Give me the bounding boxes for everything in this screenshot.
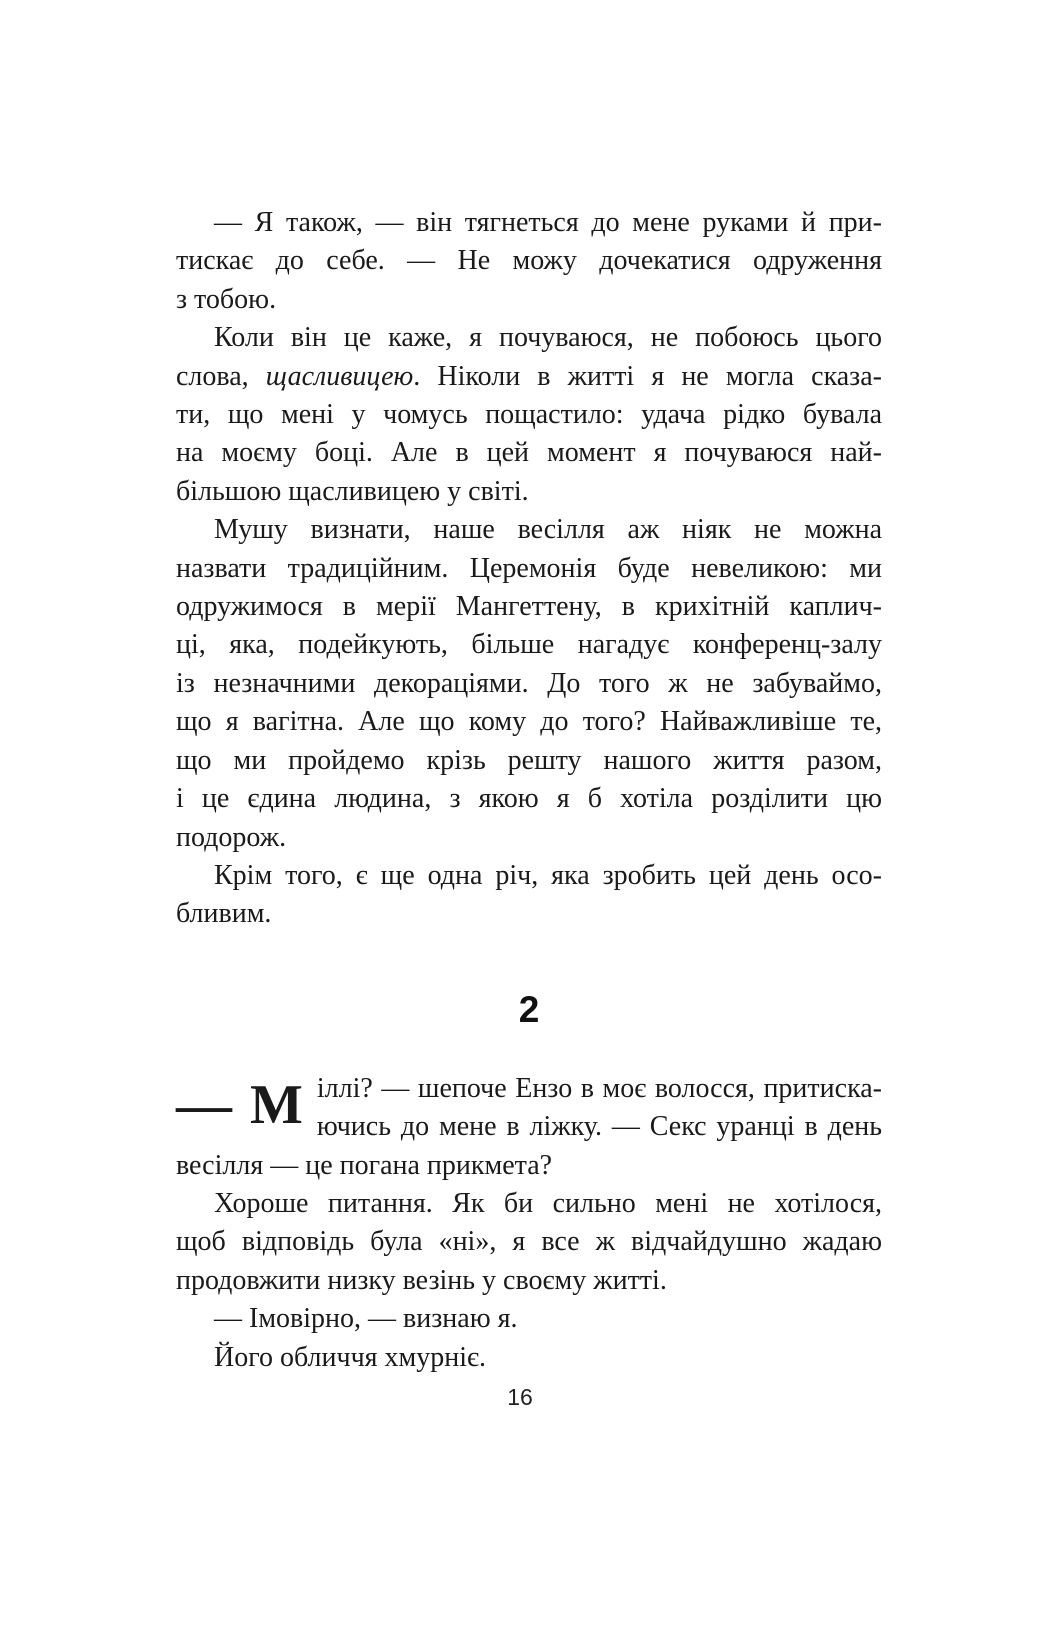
text-segment: із незначними декораціями. До того ж не забуваймо,: [176, 667, 882, 699]
text-line: [176, 281, 882, 319]
text-segment: ти, що мені у чомусь пощастило: удача рідко бувала: [176, 399, 882, 431]
page-number: 16: [507, 1384, 533, 1410]
text-segment: . Ніколи в житті я не могла сказа-: [413, 360, 882, 392]
text-line: [176, 1223, 882, 1261]
text-line: [176, 396, 882, 434]
paragraph: [176, 1185, 882, 1300]
drop-cap: — М: [176, 1073, 305, 1136]
text-segment: бливим.: [176, 898, 272, 930]
text-line: [176, 1147, 882, 1185]
text-segment: слова,: [176, 360, 266, 392]
text-segment: іллі? — шепоче Ензо в моє волосся, притиска-: [316, 1072, 882, 1104]
text-line: [176, 434, 882, 472]
text-body: [176, 204, 882, 1377]
text-segment: ючись до мене в ліжку. — Секс уранці в день: [316, 1111, 882, 1143]
text-line: [176, 1262, 882, 1300]
text-line: [176, 626, 882, 664]
text-segment: подорож.: [176, 821, 287, 853]
text-line: [176, 511, 882, 549]
text-line: [176, 550, 882, 588]
chapter-heading: 2: [518, 988, 540, 1030]
text-segment: щоб відповідь була «ні», я все ж відчайдушно жадаю: [176, 1226, 882, 1258]
paragraph: [176, 857, 882, 934]
text-segment: з тобою.: [176, 283, 277, 315]
text-line: [176, 319, 882, 357]
text-segment: весілля — це погана прикмета?: [176, 1149, 553, 1181]
text-segment: на моєму боці. Але в цей момент я почуваюся най-: [176, 437, 882, 469]
text-line: [176, 473, 882, 511]
text-line: [176, 819, 882, 857]
text-line: [176, 665, 882, 703]
text-line: [176, 742, 882, 780]
text-segment: продовжити низку везінь у своєму житті.: [176, 1264, 667, 1296]
text-line: [176, 242, 882, 280]
paragraph: [176, 511, 882, 857]
text-line: [176, 895, 882, 933]
text-segment: і це єдина людина, з якою я б хотіла розділити цю: [176, 783, 882, 815]
text-segment: більшою щасливицею у світі.: [176, 475, 529, 507]
text-segment: тискає до себе. — Не можу дочекатися одруження: [176, 245, 882, 277]
text-line: [176, 703, 882, 741]
text-segment: Коли він це каже, я почуваюся, не побоюсь цього: [214, 322, 882, 354]
text-line: [176, 358, 882, 396]
text-segment: Його обличчя хмурніє.: [214, 1341, 487, 1373]
text-segment: одружимося в мерії Мангеттену, в крихітній каплич-: [176, 591, 882, 623]
dropcap-paragraph: [176, 1070, 882, 1185]
text-segment: Мушу визнати, наше весілля аж ніяк не можна: [214, 514, 882, 546]
paragraph: [176, 319, 882, 511]
text-segment: що ми пройдемо крізь решту нашого життя разом,: [176, 744, 882, 776]
text-segment: Хороше питання. Як би сильно мені не хотілося,: [214, 1187, 882, 1219]
paragraph: [176, 1339, 882, 1377]
text-segment: — Я також, — він тягнеться до мене руками й при-: [214, 207, 882, 238]
text-segment: назвати традиційним. Церемонія буде невеликою: ми: [176, 552, 882, 584]
text-line: [176, 1300, 882, 1338]
text-line: [176, 588, 882, 626]
italic-text: щасливицею: [265, 360, 414, 392]
text-line: [176, 780, 882, 818]
text-segment: що я вагітна. Але що кому до того? Найважливіше те,: [176, 706, 882, 738]
text-segment: — Імовірно, — визнаю я.: [214, 1303, 518, 1335]
text-segment: ці, яка, подейкують, більше нагадує конференц-залу: [176, 629, 882, 661]
text-line: [176, 204, 882, 242]
text-segment: Крім того, є ще одна річ, яка зробить цей день осо-: [214, 859, 882, 891]
text-line: [176, 1185, 882, 1223]
paragraph: [176, 1300, 882, 1338]
text-line: [176, 857, 882, 895]
text-line: [176, 1339, 882, 1377]
paragraph: [176, 204, 882, 319]
